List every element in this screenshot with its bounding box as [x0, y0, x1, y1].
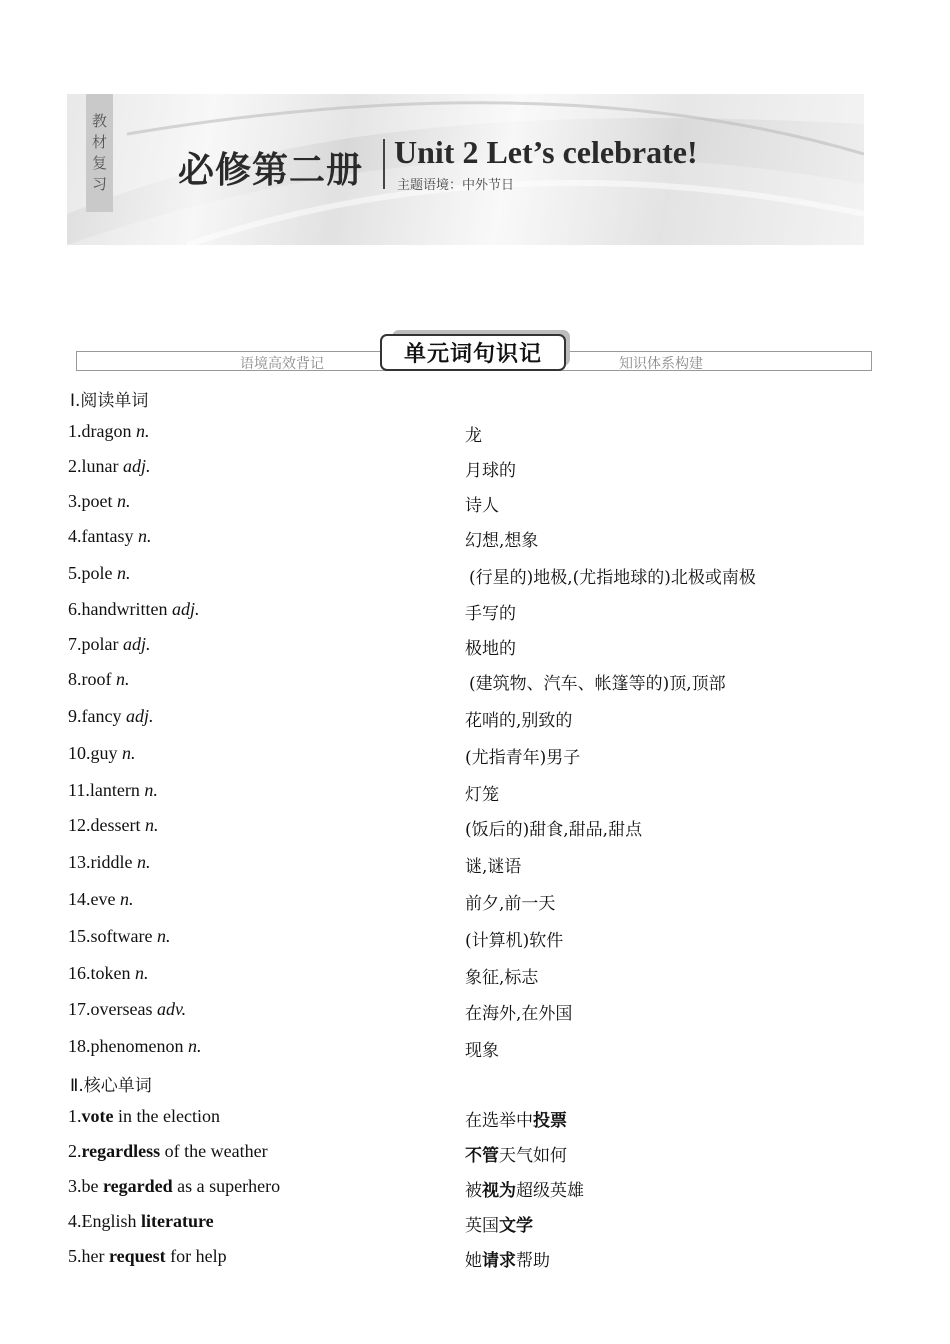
word: handwritten [81, 599, 168, 619]
phrase-post: for help [165, 1246, 227, 1266]
word-meaning: (计算机)软件 [465, 931, 564, 951]
banner-divider [383, 139, 385, 189]
item-number: 1. [68, 1106, 82, 1126]
word-entry [68, 926, 170, 947]
word-meaning: 谜,谜语 [465, 857, 522, 877]
word-entry [68, 999, 186, 1020]
word: eve [90, 889, 116, 909]
phrase-meaning [465, 1141, 567, 1166]
word: dragon [81, 421, 132, 441]
section-title: 单元词句识记 [380, 334, 566, 371]
part-of-speech: n. [122, 743, 136, 763]
list-item [0, 1106, 950, 1130]
list-item [0, 634, 950, 658]
item-number: 3. [68, 1176, 82, 1196]
word: lantern [89, 780, 140, 800]
phrase-pre: English [81, 1211, 142, 1231]
word-entry [68, 456, 151, 477]
item-number: 16. [68, 963, 91, 983]
key-meaning: 请求 [482, 1251, 516, 1271]
key-meaning: 视为 [482, 1181, 516, 1201]
list-item [0, 815, 950, 839]
list-item [0, 999, 950, 1023]
list-item [0, 1176, 950, 1200]
word-entry [68, 1036, 201, 1057]
meaning-pre: 被 [465, 1181, 482, 1201]
word: dessert [90, 815, 141, 835]
item-number: 2. [68, 1141, 82, 1161]
phrase-meaning [465, 1246, 550, 1271]
list-item [0, 563, 950, 587]
word: guy [90, 743, 118, 763]
word-meaning: (建筑物、汽车、帐篷等的)顶,顶部 [469, 674, 726, 694]
key-word: vote [81, 1106, 114, 1126]
word-entry [68, 706, 154, 727]
phrase-pre: be [81, 1176, 103, 1196]
word-entry [68, 526, 151, 547]
part-of-speech: adj. [122, 634, 151, 654]
part-of-speech: adj. [125, 706, 154, 726]
word-entry [68, 634, 151, 655]
word-meaning: 现象 [465, 1041, 499, 1061]
list-item [0, 889, 950, 913]
section-left-label: 语境高效背记 [240, 356, 324, 372]
phrase-post: of the weather [160, 1141, 268, 1161]
word-meaning: 前夕,前一天 [465, 894, 556, 914]
list-item [0, 491, 950, 515]
word-meaning: (饭后的)甜食,甜品,甜点 [465, 820, 643, 840]
side-tag [86, 94, 113, 212]
item-number: 6. [68, 599, 82, 619]
item-number: 11. [68, 780, 90, 800]
part-of-speech: adj. [171, 599, 200, 619]
book-title: 必修第二册 [178, 150, 364, 191]
item-number: 3. [68, 491, 82, 511]
part-of-speech: adv. [156, 999, 187, 1019]
part-of-speech: n. [144, 780, 158, 800]
word: software [90, 926, 153, 946]
word: lunar [81, 456, 119, 476]
meaning-post: 超级英雄 [516, 1181, 584, 1201]
word-meaning: 手写的 [465, 604, 516, 624]
item-number: 5. [68, 1246, 82, 1266]
phrase-meaning [465, 1176, 584, 1201]
word-entry [68, 743, 136, 764]
word-meaning: 月球的 [465, 461, 516, 481]
side-tag-char: 教 [91, 112, 107, 130]
list-item [0, 706, 950, 730]
word-entry [68, 780, 158, 801]
list-item [0, 780, 950, 804]
word-meaning: 诗人 [465, 496, 499, 516]
word: poet [81, 491, 113, 511]
item-number: 10. [68, 743, 91, 763]
key-word: literature [141, 1211, 214, 1231]
word: overseas [90, 999, 153, 1019]
list-item [0, 852, 950, 876]
word-meaning: 龙 [465, 426, 482, 446]
side-tag-char: 习 [91, 175, 107, 193]
meaning-pre: 英国 [465, 1216, 499, 1236]
phrase-entry [68, 1176, 280, 1197]
word: riddle [90, 852, 133, 872]
list-item [0, 456, 950, 480]
part-of-speech: n. [119, 889, 134, 909]
list-item [0, 1141, 950, 1165]
word-entry [68, 491, 131, 512]
word-meaning: 在海外,在外国 [465, 1004, 573, 1024]
list-item [0, 669, 950, 693]
item-number: 9. [68, 706, 82, 726]
phrase-entry [68, 1141, 268, 1162]
part-of-speech: n. [116, 669, 130, 689]
list-item [0, 743, 950, 767]
meaning-pre: 她 [465, 1251, 482, 1271]
word-meaning: 花哨的,别致的 [465, 711, 573, 731]
list-item [0, 926, 950, 950]
key-word: regardless [81, 1141, 161, 1161]
word: fantasy [81, 526, 134, 546]
reading-words-heading: Ⅰ.阅读单词 [70, 391, 149, 411]
core-words-heading: Ⅱ.核心单词 [70, 1076, 152, 1096]
unit-title: Unit 2 Let’s celebrate! [394, 134, 698, 170]
item-number: 17. [68, 999, 91, 1019]
word-entry [68, 963, 149, 984]
key-word: regarded [103, 1176, 173, 1196]
word-entry [68, 852, 151, 873]
list-item [0, 526, 950, 550]
word-meaning: 极地的 [465, 639, 516, 659]
key-word: request [108, 1246, 166, 1266]
list-item [0, 421, 950, 445]
item-number: 5. [68, 563, 82, 583]
item-number: 15. [68, 926, 91, 946]
list-item [0, 1036, 950, 1060]
side-tag-char: 复 [91, 154, 107, 172]
key-meaning: 文学 [499, 1216, 533, 1236]
item-number: 4. [68, 526, 82, 546]
part-of-speech: n. [135, 963, 149, 983]
item-number: 2. [68, 456, 82, 476]
word-entry [68, 889, 133, 910]
item-number: 1. [68, 421, 82, 441]
unit-subtitle: 主题语境：中外节日 [397, 178, 515, 193]
word: pole [81, 563, 113, 583]
part-of-speech: n. [137, 852, 151, 872]
part-of-speech: n. [117, 491, 131, 511]
word-meaning: 象征,标志 [465, 968, 539, 988]
phrase-entry [68, 1211, 214, 1232]
part-of-speech: adj. [122, 456, 151, 476]
key-meaning: 投票 [533, 1111, 567, 1131]
item-number: 18. [68, 1036, 91, 1056]
part-of-speech: n. [156, 926, 171, 946]
phrase-entry [68, 1246, 227, 1267]
meaning-post: 帮助 [516, 1251, 550, 1271]
section-right-label: 知识体系构建 [619, 356, 703, 372]
phrase-post: in the election [113, 1106, 220, 1126]
word: roof [81, 669, 112, 689]
word-meaning: 幻想,想象 [465, 531, 539, 551]
key-meaning: 不管 [465, 1146, 499, 1166]
word: fancy [81, 706, 122, 726]
phrase-meaning [465, 1211, 533, 1236]
item-number: 13. [68, 852, 91, 872]
list-item [0, 963, 950, 987]
item-number: 4. [68, 1211, 82, 1231]
list-item [0, 599, 950, 623]
part-of-speech: n. [137, 526, 152, 546]
item-number: 7. [68, 634, 82, 654]
phrase-pre: her [81, 1246, 109, 1266]
word-meaning: 灯笼 [465, 785, 499, 805]
word-entry [68, 815, 158, 836]
part-of-speech: n. [135, 421, 150, 441]
meaning-post: 天气如何 [499, 1146, 567, 1166]
part-of-speech: n. [144, 815, 159, 835]
word: polar [81, 634, 119, 654]
item-number: 12. [68, 815, 91, 835]
phrase-meaning [465, 1106, 567, 1131]
word-entry [68, 599, 200, 620]
list-item [0, 1246, 950, 1270]
word-meaning: (行星的)地极,(尤指地球的)北极或南极 [469, 568, 756, 588]
word: phenomenon [90, 1036, 184, 1056]
part-of-speech: n. [187, 1036, 202, 1056]
phrase-entry [68, 1106, 220, 1127]
word-entry [68, 563, 131, 584]
part-of-speech: n. [117, 563, 131, 583]
word: token [90, 963, 131, 983]
side-tag-char: 材 [91, 133, 107, 151]
word-entry [68, 421, 149, 442]
list-item [0, 1211, 950, 1235]
meaning-pre: 在选举中 [465, 1111, 533, 1131]
unit-banner [67, 94, 864, 245]
phrase-post: as a superhero [172, 1176, 281, 1196]
item-number: 8. [68, 669, 82, 689]
word-entry [68, 669, 130, 690]
item-number: 14. [68, 889, 91, 909]
word-meaning: (尤指青年)男子 [465, 748, 581, 768]
